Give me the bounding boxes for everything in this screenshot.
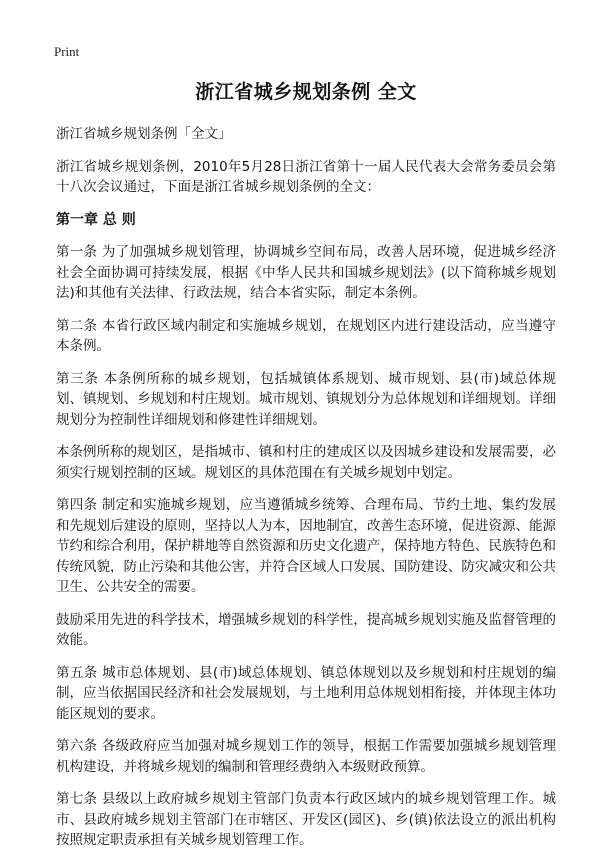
article-paragraph: 第一条 为了加强城乡规划管理，协调城乡空间布局，改善人居环境，促进城乡经济社会全面协调可持续发展，根据《中华人民共和国城乡规划法》(以下简称城乡规划法)和其他有关法律、行政法规，结合本省实际，制定本条例。 [56,244,556,301]
document-subtitle: 浙江省城乡规划条例「全文」 [56,126,232,142]
article-paragraph: 第二条 本省行政区域内制定和实施城乡规划，在规划区内进行建设活动，应当遵守本条例。 [56,317,556,354]
chapter-heading: 第一章 总 则 [56,211,136,228]
print-link[interactable]: Print [54,44,80,59]
article-paragraph: 第四条 制定和实施城乡规划，应当遵循城乡统筹、合理布局、节约土地、集约发展和先规划后建设的原则，坚持以人为本，因地制宜，改善生态环境，促进资源、能源节约和综合利用，保护耕地等自然资源和历史文化遗产，保持地方特色、民族特色和传统风貌，防止污染和其他公害，并符合区域人口发展、国防建设、防灾减灾和公共卫生、公共安全的需要。 [56,497,556,595]
article-paragraph: 第七条 县级以上政府城乡规划主管部门负责本行政区域内的城乡规划管理工作。城市、县政府城乡规划主管部门在市辖区、开发区(园区)、乡(镇)依法设立的派出机构按照规定职责承担有关城乡规划管理工作。 [56,791,556,848]
article-paragraph: 鼓励采用先进的科学技术，增强城乡规划的科学性，提高城乡规划实施及监督管理的效能。 [56,611,556,648]
page-title: 浙江省城乡规划条例 全文 [195,81,417,103]
article-paragraph: 本条例所称的规划区，是指城市、镇和村庄的建成区以及因城乡建设和发展需要，必须实行规划控制的区域。规划区的具体范围在有关城乡规划中划定。 [56,444,556,481]
article-paragraph: 第三条 本条例所称的城乡规划，包括城镇体系规划、城市规划、县(市)域总体规划、镇规划、乡规划和村庄规划。城市规划、镇规划分为总体规划和详细规划。详细规划分为控制性详细规划和修建性详细规划。 [56,370,556,428]
article-paragraph: 第六条 各级政府应当加强对城乡规划工作的领导，根据工作需要加强城乡规划管理机构建设，并将城乡规划的编制和管理经费纳入本级财政预算。 [56,738,556,775]
article-paragraph: 第五条 城市总体规划、县(市)域总体规划、镇总体规划以及乡规划和村庄规划的编制，应当依据国民经济和社会发展规划，与土地利用总体规划相衔接，并体现主体功能区规划的要求。 [56,664,556,722]
intro-paragraph: 浙江省城乡规划条例，2010年5月28日浙江省第十一届人民代表大会常务委员会第十八次会议通过，下面是浙江省城乡规划条例的全文： [56,158,556,195]
document-body [56,80,556,863]
